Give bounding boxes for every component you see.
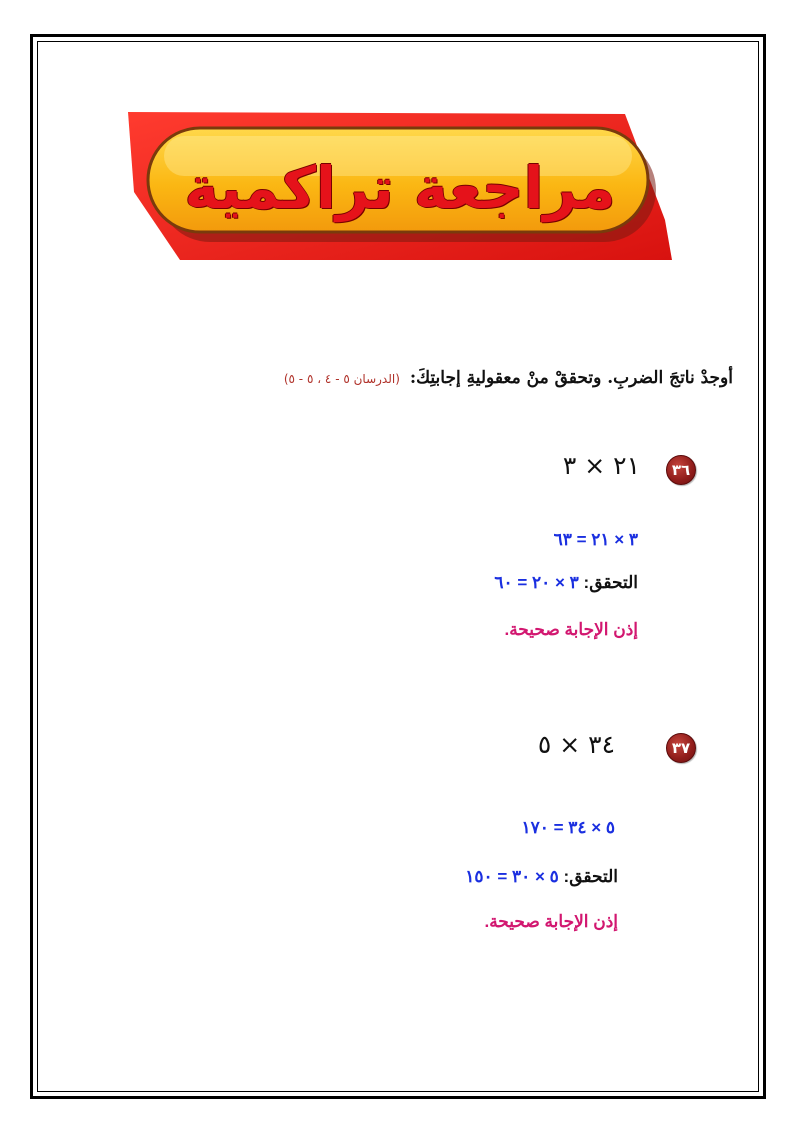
lesson-reference: (الدرسان ٥ - ٤ ، ٥ - ٥) (283, 372, 400, 386)
check-expression: ٥ × ٣٠ = ١٥٠ (465, 867, 559, 886)
check-label: التحقق: (583, 573, 638, 592)
answer-line: ٣ × ٢١ = ٦٣ (553, 530, 638, 549)
check-line (494, 573, 638, 593)
problem-number-badge: ٣٧ (666, 733, 696, 763)
check-expression: ٣ × ٢٠ = ٦٠ (494, 573, 579, 592)
instruction-main: أوجدْ ناتجَ الضربِ. وتحققْ منْ معقوليةِ إجابتِكَ: (409, 368, 733, 388)
problem-expression: ٣٤ × ٥ (537, 730, 615, 759)
page-title: مراجعة تراكمية (184, 154, 616, 222)
check-label: التحقق: (563, 867, 618, 886)
instruction-text (284, 368, 733, 388)
problem-number-badge: ٣٦ (666, 455, 696, 485)
check-line (465, 867, 618, 887)
answer-line: ٥ × ٣٤ = ١٧٠ (521, 818, 615, 837)
conclusion-text: إذن الإجابة صحيحة. (484, 912, 618, 931)
problem-expression: ٢١ × ٣ (562, 451, 640, 480)
conclusion-text: إذن الإجابة صحيحة. (504, 620, 638, 639)
